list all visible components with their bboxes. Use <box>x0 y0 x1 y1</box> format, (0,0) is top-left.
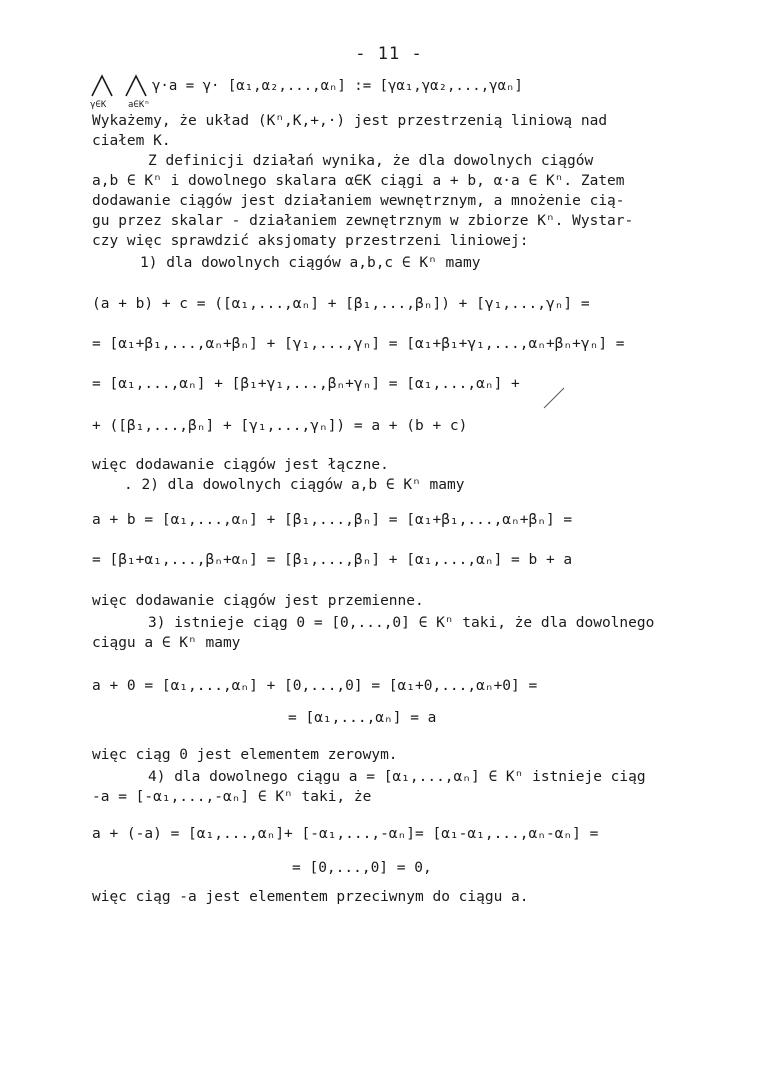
intro-line-2: ciałem K. <box>92 133 171 149</box>
item-3-line-1: 3) istnieje ciąg 0 = [0,...,0] ∈ Kⁿ taki, że dla dowolnego <box>148 615 655 631</box>
item-1-statement: 1) dla dowolnych ciągów a,b,c ∈ Kⁿ mamy <box>140 255 481 271</box>
para1-line-5: czy więc sprawdzić aksjomaty przestrzeni liniowej: <box>92 233 529 249</box>
para1-line-1: Z definicji działań wynika, że dla dowolnych ciągów <box>148 153 594 169</box>
item-4-line-2: -a = [-α₁,...,-αₙ] ∈ Kⁿ taki, że <box>92 789 372 805</box>
eq1-line-2: = [α₁+β₁,...,αₙ+βₙ] + [γ₁,...,γₙ] = [α₁+β₁+γ₁,...,αₙ+βₙ+γₙ] = <box>92 336 625 352</box>
eq3-line-1: a + 0 = [α₁,...,αₙ] + [0,...,0] = [α₁+0,...,αₙ+0] = <box>92 678 538 694</box>
conclusion-4: więc ciąg -a jest elementem przeciwnym do ciągu a. <box>92 889 529 905</box>
eq2-line-1: a + b = [α₁,...,αₙ] + [β₁,...,βₙ] = [α₁+β₁,...,αₙ+βₙ] = <box>92 512 573 528</box>
conclusion-3: więc ciąg 0 jest elementem zerowym. <box>92 747 398 763</box>
para1-line-2: a,b ∈ Kⁿ i dowolnego skalara α∈K ciągi a + b, α·a ∈ Kⁿ. Zatem <box>92 173 625 189</box>
eq1-line-3: = [α₁,...,αₙ] + [β₁+γ₁,...,βₙ+γₙ] = [α₁,...,αₙ] + <box>92 376 520 392</box>
para1-line-3: dodawanie ciągów jest działaniem wewnętrznym, a mnożenie cią- <box>92 193 625 209</box>
page-number: - 11 - <box>355 44 423 64</box>
quantifier-subscript-a: a∈Kⁿ <box>128 100 150 110</box>
scalar-multiplication-definition: γ·a = γ· [α₁,α₂,...,αₙ] := [γα₁,γα₂,...,γαₙ] <box>152 78 523 94</box>
item-3-line-2: ciągu a ∈ Kⁿ mamy <box>92 635 241 651</box>
eq1-line-4: + ([β₁,...,βₙ] + [γ₁,...,γₙ]) = a + (b + c) <box>92 418 468 434</box>
pencil-stroke-mark <box>538 386 568 412</box>
item-2-statement: . 2) dla dowolnych ciągów a,b ∈ Kⁿ mamy <box>124 477 465 493</box>
conclusion-1: więc dodawanie ciągów jest łączne. <box>92 457 389 473</box>
eq2-line-2: = [β₁+α₁,...,βₙ+αₙ] = [β₁,...,βₙ] + [α₁,...,αₙ] = b + a <box>92 552 573 568</box>
eq3-line-2: = [α₁,...,αₙ] = a <box>288 710 437 726</box>
item-4-line-1: 4) dla dowolnego ciągu a = [α₁,...,αₙ] ∈ Kⁿ istnieje ciąg <box>148 769 646 785</box>
intro-line-1: Wykażemy, że układ (Kⁿ,K,+,·) jest przestrzenią liniową nad <box>92 113 608 129</box>
para1-line-4: gu przez skalar - działaniem zewnętrznym w zbiorze Kⁿ. Wystar- <box>92 213 634 229</box>
eq1-line-1: (a + b) + c = ([α₁,...,αₙ] + [β₁,...,βₙ]) + [γ₁,...,γₙ] = <box>92 296 590 312</box>
eq4-line-2: = [0,...,0] = 0, <box>292 860 432 876</box>
quantifier-subscript-gamma: γ∈K <box>90 100 107 110</box>
conclusion-2: więc dodawanie ciągów jest przemienne. <box>92 593 424 609</box>
eq4-line-1: a + (-a) = [α₁,...,αₙ]+ [-α₁,...,-αₙ]= [α₁-α₁,...,αₙ-αₙ] = <box>92 826 599 842</box>
